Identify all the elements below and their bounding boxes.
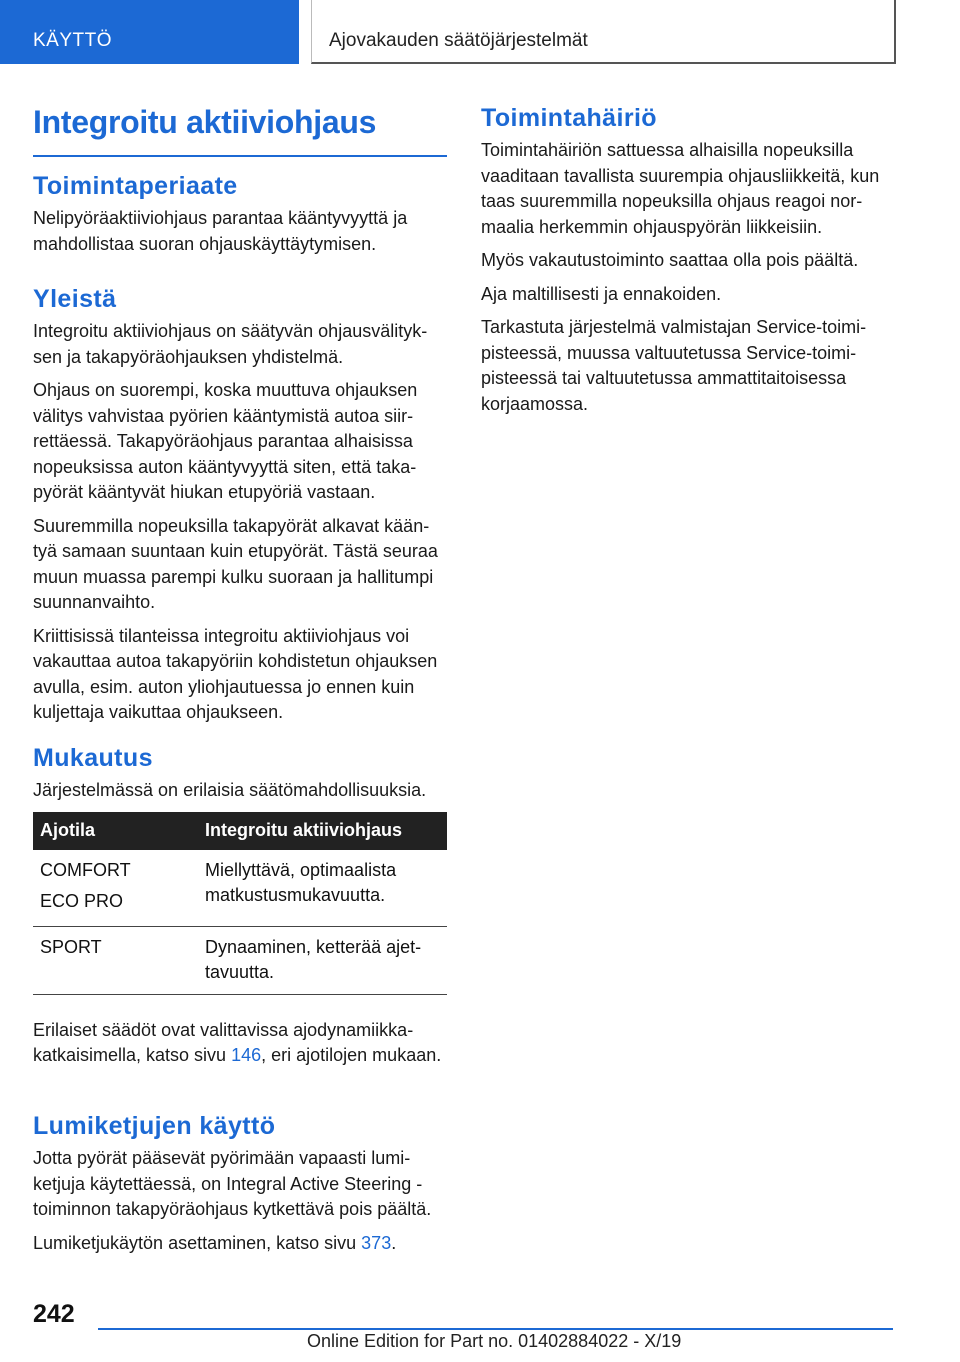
- paragraph: Toimintahäiriön sattuessa alhaisilla nopeuksilla vaaditaan tavallista suurempia ohjausliikkeitä, kun taas suuremmilla nopeuksilla ohjaus reagoi normaalia herkemmin ohjauspyörän liikkeisiin.: [481, 140, 880, 237]
- table-cell-desc: Miellyttävä, optimaalista matkustusmukavuutta.: [198, 850, 447, 927]
- text: , eri ajotilojen mukaan.: [261, 1045, 442, 1065]
- paragraph: [33, 1231, 447, 1257]
- heading-toimintahairio: Toimintahäiriö: [481, 104, 657, 132]
- page-number: 242: [33, 1300, 75, 1328]
- table-row: [33, 926, 447, 994]
- paragraph: Suuremmilla nopeuksilla takapyörät alkavat kääntyä samaan suuntaan kuin etupyörät. Tästä seuraa muun muassa parempi kulku suoraan ja hallitumpi suunnanvaihto.: [33, 515, 438, 612]
- heading-mukautus: Mukautus: [33, 744, 153, 772]
- page-link-146[interactable]: 146: [231, 1045, 262, 1065]
- paragraph: Ohjaus on suorempi, koska muuttuva ohjauksen välitys vahvistaa pyörien kääntymistä autoa siirrettäessä. Takapyöräohjaus parantaa alhaisissa nopeuksissa auton kääntyvyyttä siten, että takapyörät kääntyvät hiukan etupyöriä vastaan.: [33, 380, 418, 502]
- text: .: [391, 1232, 397, 1253]
- heading-yleista: Yleistä: [33, 285, 117, 313]
- section-mukautus: [33, 744, 447, 1069]
- header-chapter-tab: [311, 0, 896, 64]
- table-row: [33, 850, 447, 927]
- footer-divider: [98, 1328, 893, 1330]
- table-cell-modes: [33, 850, 198, 927]
- paragraph: Järjestelmässä on erilaisia säätömahdollisuuksia.: [33, 780, 427, 800]
- mode-label: ECO PRO: [40, 891, 124, 911]
- section-lumiketjut: [33, 1112, 447, 1256]
- page-link-373[interactable]: 373: [361, 1232, 392, 1253]
- section-yleista: [33, 285, 447, 726]
- heading-lumiketjut: Lumiketjujen käyttö: [33, 1112, 276, 1140]
- header-section-label: KÄYTTÖ: [33, 30, 113, 51]
- paragraph: Tarkastuta järjestelmä valmistajan Service-toimipisteessä, muussa valtuutetussa Service-toimipisteessä tai valtuutetussa ammattitaitoisessa korjaamossa.: [481, 317, 867, 414]
- paragraph: Aja maltillisesti ja ennakoiden.: [481, 283, 722, 304]
- section-toimintahairio: [481, 104, 899, 417]
- table-cell-modes: [33, 926, 198, 994]
- table-header-cell: Integroitu aktiiviohjaus: [198, 812, 447, 850]
- paragraph: Jotta pyörät pääsevät pyörimään vapaasti lumiketjuja käytettäessä, on Integral Active Steering -toiminnon takapyöräohjaus kytkettävä pois päältä.: [33, 1148, 432, 1219]
- paragraph: [33, 1018, 447, 1069]
- text: Erilaiset säädöt ovat valittavissa ajodynamiikkakatkaisimella, katso sivu: [33, 1019, 414, 1065]
- section-toimintaperiaate: [33, 172, 447, 257]
- text: Lumiketjukäytön asettaminen, katso sivu: [33, 1232, 362, 1253]
- heading-toimintaperiaate: Toimintaperiaate: [33, 172, 238, 200]
- paragraph: Kriittisissä tilanteissa integroitu aktiiviohjaus voi vakauttaa autoa takapyöriin kohdistetun ohjauksen avulla, esim. auton yliohjautuessa jo ennen kuin kuljettaja vaikuttaa ohjaukseen.: [33, 625, 438, 722]
- paragraph: Nelipyöräaktiiviohjaus parantaa kääntyvyyttä ja mahdollistaa suoran ohjauskäyttäytymisen.: [33, 208, 408, 254]
- header-section-tab: [0, 0, 299, 64]
- drive-mode-table: [33, 812, 447, 995]
- page-title: Integroitu aktiiviohjaus: [33, 104, 447, 157]
- table-header-cell: Ajotila: [33, 812, 198, 850]
- header-chapter-label: Ajovakauden säätöjärjestelmät: [329, 30, 588, 51]
- table-header-row: [33, 812, 447, 850]
- paragraph: Myös vakautustoiminto saattaa olla pois päältä.: [481, 250, 859, 270]
- mode-label: SPORT: [40, 936, 102, 957]
- table-cell-desc: Dynaaminen, ketterää ajettavuutta.: [198, 926, 447, 994]
- paragraph: Integroitu aktiiviohjaus on säätyvän ohjausvälityksen ja takapyöräohjauksen yhdistelmä.: [33, 321, 428, 367]
- footer-edition: Online Edition for Part no. 01402884022 - X/19: [307, 1331, 682, 1351]
- mode-label: COMFORT: [40, 859, 131, 880]
